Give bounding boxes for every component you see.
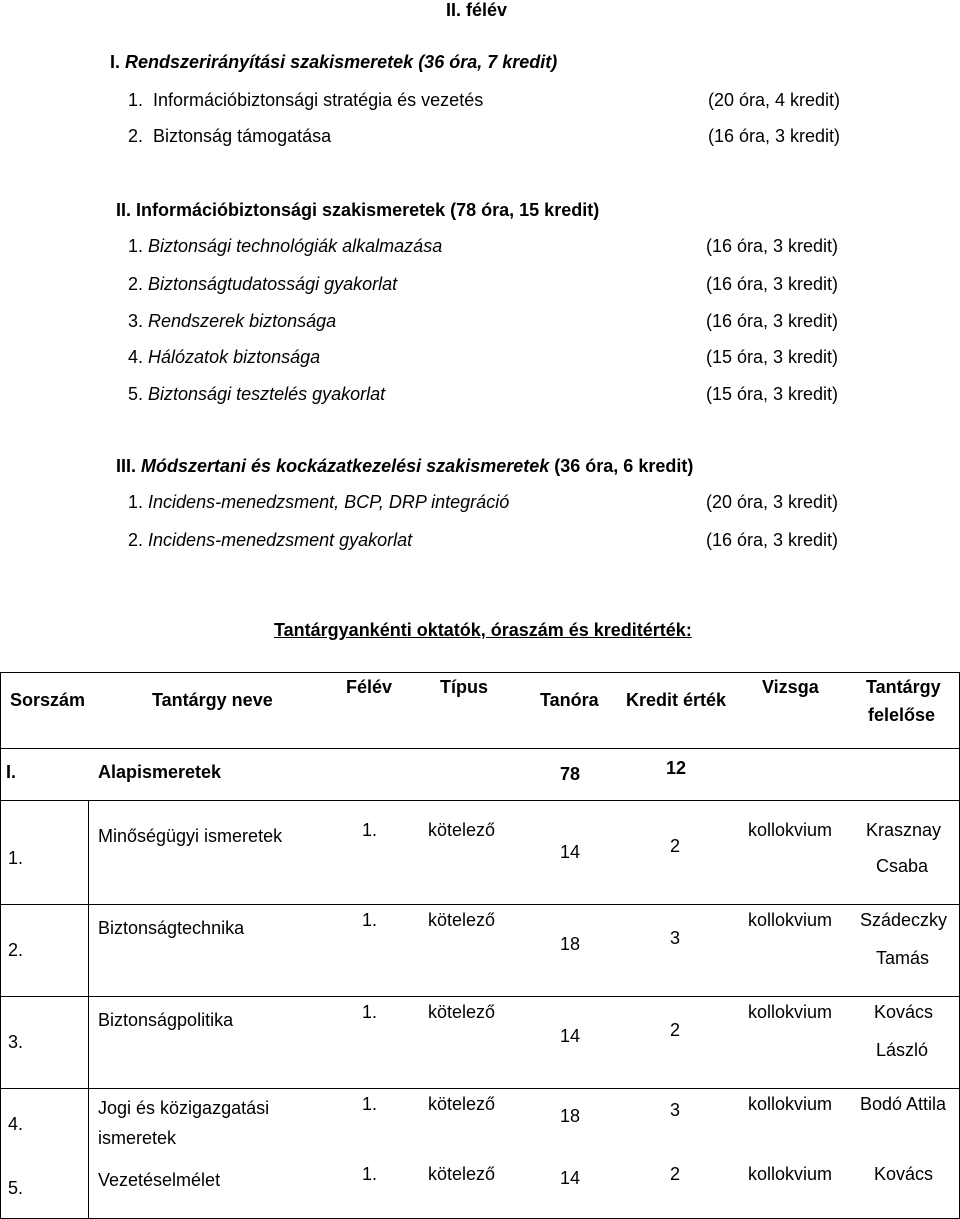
row-vizsga: kollokvium xyxy=(748,1164,833,1184)
group-tanora: 78 xyxy=(560,764,581,784)
section-1-title: Rendszerirányítási szakismeretek (36 óra, 7 kredit) xyxy=(125,52,558,72)
header-sorszam: Sorszám xyxy=(10,690,86,710)
section-3-title: Módszertani és kockázatkezelési szakismeretek xyxy=(141,456,550,476)
row-felev: 1. xyxy=(362,820,378,840)
section-2-num: II. xyxy=(116,200,132,220)
row-felelos-1: Szádeczky xyxy=(860,910,948,930)
row-name: Biztonságpolitika xyxy=(98,1010,234,1030)
section-1-num: I. xyxy=(110,52,121,72)
row-kredit: 3 xyxy=(670,928,681,948)
header-kredit: Kredit érték xyxy=(626,690,727,710)
row-felev: 1. xyxy=(362,910,378,930)
row-felelos-1: Krasznay xyxy=(866,820,942,840)
row-tanora: 18 xyxy=(560,1106,581,1126)
course-hours: (15 óra, 3 kredit) xyxy=(706,347,839,367)
row-tanora: 14 xyxy=(560,1026,581,1046)
list-item: 2. Biztonságtudatossági gyakorlat xyxy=(128,274,398,294)
row-name-cont: ismeretek xyxy=(98,1128,177,1148)
row-vizsga: kollokvium xyxy=(748,1094,833,1114)
course-name: Biztonsági technológiák alkalmazása xyxy=(148,236,443,256)
row-num: 4. xyxy=(8,1114,24,1134)
header-tipus: Típus xyxy=(440,677,488,697)
course-hours: (16 óra, 3 kredit) xyxy=(706,274,839,294)
header-felev: Félév xyxy=(346,677,393,697)
list-item: 1. Incidens-menedzsment, BCP, DRP integráció xyxy=(128,492,510,512)
course-hours: (16 óra, 3 kredit) xyxy=(706,530,839,550)
course-hours: (16 óra, 3 kredit) xyxy=(708,126,841,146)
row-tipus: kötelező xyxy=(428,820,496,840)
course-hours: (15 óra, 3 kredit) xyxy=(706,384,839,404)
row-tipus: kötelező xyxy=(428,1094,496,1114)
section-2-heading xyxy=(116,200,599,221)
list-item: 3. Rendszerek biztonsága xyxy=(128,311,337,331)
row-felelos-2: László xyxy=(876,1040,929,1060)
row-tipus: kötelező xyxy=(428,1002,496,1022)
course-hours: (16 óra, 3 kredit) xyxy=(706,311,839,331)
group-num: I. xyxy=(6,762,17,782)
row-felev: 1. xyxy=(362,1164,378,1184)
row-name: Jogi és közigazgatási xyxy=(98,1098,270,1118)
group-name: Alapismeretek xyxy=(98,762,222,782)
course-hours: (20 óra, 4 kredit) xyxy=(708,90,841,110)
course-name: Incidens-menedzsment gyakorlat xyxy=(148,530,413,550)
header-tanora: Tanóra xyxy=(540,690,599,710)
row-felelos-2: Csaba xyxy=(876,856,929,876)
list-item: 1. Információbiztonsági stratégia és vezetés xyxy=(128,90,484,110)
course-name: Biztonsági tesztelés gyakorlat xyxy=(148,384,386,404)
row-tipus: kötelező xyxy=(428,910,496,930)
section-2-title: Információbiztonsági szakismeretek (78 óra, 15 kredit) xyxy=(136,200,600,220)
row-felev: 1. xyxy=(362,1002,378,1022)
row-name: Biztonságtechnika xyxy=(98,918,245,938)
row-name: Minőségügyi ismeretek xyxy=(98,826,283,846)
row-vizsga: kollokvium xyxy=(748,1002,833,1022)
list-item: 2. Incidens-menedzsment gyakorlat xyxy=(128,530,413,550)
row-felev: 1. xyxy=(362,1094,378,1114)
row-num: 2. xyxy=(8,940,24,960)
header-felelos-2: felelőse xyxy=(868,705,936,725)
semester-title: II. félév xyxy=(446,0,508,20)
section-3-title-rest: (36 óra, 6 kredit) xyxy=(554,456,694,476)
course-name: Hálózatok biztonsága xyxy=(148,347,321,367)
course-name: Információbiztonsági stratégia és vezetés xyxy=(153,90,484,110)
table-title: Tantárgyankénti oktatók, óraszám és kreditérték: xyxy=(274,620,692,640)
row-tipus: kötelező xyxy=(428,1164,496,1184)
row-num: 1. xyxy=(8,848,24,868)
section-3-heading xyxy=(116,456,693,477)
list-item: 5. Biztonsági tesztelés gyakorlat xyxy=(128,384,386,404)
row-num: 5. xyxy=(8,1178,24,1198)
row-name: Vezetéselmélet xyxy=(98,1170,221,1190)
course-hours: (20 óra, 3 kredit) xyxy=(706,492,839,512)
group-kredit: 12 xyxy=(666,758,687,778)
course-name: Biztonságtudatossági gyakorlat xyxy=(148,274,398,294)
header-vizsga: Vizsga xyxy=(762,677,819,697)
header-felelos-1: Tantárgy xyxy=(866,677,941,697)
header-nev: Tantárgy neve xyxy=(152,690,273,710)
row-vizsga: kollokvium xyxy=(748,910,833,930)
course-name: Biztonság támogatása xyxy=(153,126,332,146)
row-kredit: 2 xyxy=(670,1020,681,1040)
section-1-heading xyxy=(110,52,557,73)
course-name: Incidens-menedzsment, BCP, DRP integráció xyxy=(148,492,510,512)
row-tanora: 14 xyxy=(560,842,581,862)
list-item: 2. Biztonság támogatása xyxy=(128,126,332,146)
row-kredit: 3 xyxy=(670,1100,681,1120)
course-name: Rendszerek biztonsága xyxy=(148,311,337,331)
row-felelos-1: Kovács xyxy=(874,1164,934,1184)
row-vizsga: kollokvium xyxy=(748,820,833,840)
list-item: 1. Biztonsági technológiák alkalmazása xyxy=(128,236,443,256)
row-felelos-2: Tamás xyxy=(876,948,930,968)
row-kredit: 2 xyxy=(670,836,681,856)
course-hours: (16 óra, 3 kredit) xyxy=(706,236,839,256)
section-3-num: III. xyxy=(116,456,137,476)
row-tanora: 14 xyxy=(560,1168,581,1188)
list-item: 4. Hálózatok biztonsága xyxy=(128,347,321,367)
row-num: 3. xyxy=(8,1032,24,1052)
row-tanora: 18 xyxy=(560,934,581,954)
row-felelos-1: Kovács xyxy=(874,1002,934,1022)
row-kredit: 2 xyxy=(670,1164,681,1184)
row-felelos-1: Bodó Attila xyxy=(860,1094,947,1114)
